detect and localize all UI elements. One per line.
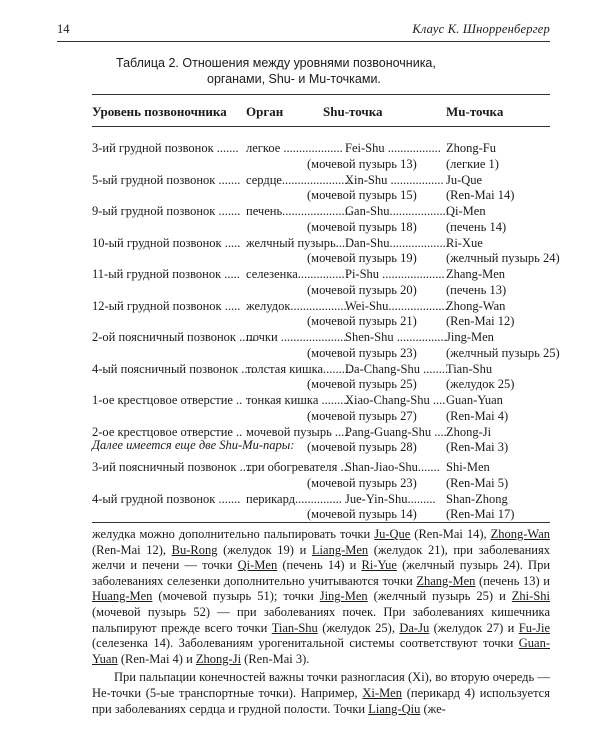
cell-shu: Xin-Shu ................. xyxy=(345,172,444,187)
cell-organ: мочевой пузырь ..... xyxy=(246,424,351,439)
point-name: Guan-Yuan xyxy=(92,636,550,666)
point-name: Ju-Que xyxy=(374,527,411,541)
text-run: (желчный пузырь 24). При заболеваниях селезенки дополнительно учитываются точки xyxy=(92,558,551,588)
cell-level: 2-ой поясничный позвонок ..... xyxy=(92,330,255,344)
cell-mu: Ju-Que xyxy=(446,172,483,187)
cell-mu-detail: (Ren-Mai 3) xyxy=(446,440,509,454)
text-run: (желудок 21), при заболеваниях желчи и печени — точки xyxy=(92,542,550,573)
caption-line-2: органами, Shu- и Mu-точками. xyxy=(207,72,381,86)
text-run: (мочевой пузырь 52) — при заболеваниях почек. При заболеваниях кишечника пальпируют прежде всего точки xyxy=(92,604,550,635)
cell-shu: Xiao-Chang-Shu .... xyxy=(345,393,446,407)
cell-shu: Pi-Shu .................... xyxy=(345,267,445,281)
cell-mu-detail: (Ren-Mai 12) xyxy=(446,314,515,328)
point-name: Tian-Shu xyxy=(271,620,318,635)
cell-shu: Gan-Shu................... xyxy=(345,204,449,218)
cell-mu-detail: (Ren-Mai 17) xyxy=(446,507,515,521)
cell-shu: Dan-Shu................... xyxy=(345,235,449,250)
cell-shu-detail: (мочевой пузырь 19) xyxy=(307,251,417,265)
point-name: Huang-Men xyxy=(92,589,153,604)
header-rule xyxy=(57,41,550,42)
text-run: желудка можно дополнительно пальпировать точки xyxy=(92,527,375,541)
cell-organ: легкое ................... xyxy=(246,141,343,155)
cell-shu-detail: (мочевой пузырь 23) xyxy=(307,475,417,490)
cell-shu: Pang-Guang-Shu .... xyxy=(345,424,447,439)
cell-mu-detail: (Ren-Mai 4) xyxy=(446,408,509,423)
cell-shu: Shen-Shu ................ xyxy=(345,330,447,344)
cell-mu: Qi-Men xyxy=(446,204,486,218)
cell-level: 3-ий грудной позвонок ....... xyxy=(92,141,239,155)
table-header-rule xyxy=(92,126,550,127)
cell-organ: печень...................... xyxy=(246,204,351,218)
column-header-level: Уровень позвоночника xyxy=(92,104,227,119)
text-run: (мочевой пузырь 51); точки xyxy=(152,589,320,604)
text-run: При пальпации конечностей важны точки разногласия (Xi), во вторую очередь — Не-точки (5-ые транспортные точки). Например, xyxy=(92,670,550,700)
text-run: (желудок 25), xyxy=(317,620,400,635)
cell-organ: сердце...................... xyxy=(246,172,351,187)
cell-shu-detail: (мочевой пузырь 15) xyxy=(307,188,417,202)
table-caption xyxy=(116,55,546,87)
cell-organ: перикард............... xyxy=(246,491,342,506)
text-run: (селезенка 14). Заболеваниям урогенитальной системы соответствуют точки xyxy=(92,636,519,651)
cell-mu: Guan-Yuan xyxy=(446,393,503,407)
cell-mu: Tian-Shu xyxy=(446,361,493,376)
body-paragraph-2 xyxy=(92,670,550,717)
text-run: (же- xyxy=(420,701,446,716)
cell-level: 2-ое крестцовое отверстие .. xyxy=(92,424,243,439)
cell-mu: Shan-Zhong xyxy=(446,491,508,506)
point-name: Zhi-Shi xyxy=(511,589,550,604)
cell-shu: Fei-Shu ................. xyxy=(345,141,441,155)
cell-shu: Jue-Yin-Shu......... xyxy=(345,491,436,506)
table-top-rule xyxy=(92,94,550,95)
running-title: Клаус К. Шнорренбергер xyxy=(412,22,550,36)
cell-mu-detail: (Ren-Mai 14) xyxy=(446,188,515,202)
cell-organ: три обогревателя .. xyxy=(246,460,347,474)
text-run: (желчный пузырь 25) и xyxy=(367,589,512,604)
point-name: Jing-Men xyxy=(319,589,368,604)
cell-level: 1-ое крестцовое отверстие .. xyxy=(92,393,243,407)
point-name: Liang-Men xyxy=(311,542,369,557)
cell-mu-detail: (желчный пузырь 25) xyxy=(446,345,560,360)
cell-level: 4-ый поясничный позвонок .... xyxy=(92,361,254,376)
page-header xyxy=(57,22,550,40)
cell-level: 11-ый грудной позвонок ..... xyxy=(92,267,240,281)
cell-mu-detail: (печень 13) xyxy=(446,282,507,297)
table-note: Далее имеется еще две Shu-Mu-пары: xyxy=(92,438,295,452)
cell-organ: тонкая кишка ......... xyxy=(246,393,350,407)
cell-mu-detail: (желчный пузырь 24) xyxy=(446,251,560,265)
cell-mu-detail: (желудок 25) xyxy=(446,377,515,391)
cell-organ: почки ..................... xyxy=(246,330,347,344)
cell-shu-detail: (мочевой пузырь 25) xyxy=(307,377,417,391)
text-run: (Ren-Mai 12), xyxy=(92,542,172,557)
cell-shu-detail: (мочевой пузырь 20) xyxy=(307,282,417,297)
cell-mu-detail: (Ren-Mai 5) xyxy=(446,475,509,490)
cell-mu: Zhong-Fu xyxy=(446,141,496,155)
body-text xyxy=(92,527,550,717)
cell-level: 12-ый грудной позвонок ..... xyxy=(92,298,241,313)
cell-level: 9-ый грудной позвонок ....... xyxy=(92,204,241,218)
cell-level: 3-ий поясничный позвонок .... xyxy=(92,460,253,474)
caption-line-1: Таблица 2. Отношения между уровнями позвоночника, xyxy=(116,56,436,70)
cell-mu: Shi-Men xyxy=(446,460,490,474)
cell-organ: желчный пузырь... xyxy=(246,235,346,250)
cell-organ: желудок................... xyxy=(246,298,350,313)
body-paragraph-1 xyxy=(92,527,550,667)
point-name: Liang-Qiu xyxy=(368,701,421,716)
point-name: Zhang-Men xyxy=(416,573,476,588)
column-header-shu: Shu-точка xyxy=(323,104,383,119)
cell-shu-detail: (мочевой пузырь 14) xyxy=(307,507,417,521)
text-run: (Ren-Mai 4) и xyxy=(117,651,196,666)
column-header-organ: Орган xyxy=(246,104,284,119)
cell-shu: Wei-Shu................... xyxy=(345,298,448,313)
text-run: (печень 13) и xyxy=(475,573,550,588)
cell-level: 4-ый грудной позвонок ....... xyxy=(92,491,241,506)
cell-mu: Zhong-Ji xyxy=(446,424,492,439)
cell-shu-detail: (мочевой пузырь 27) xyxy=(307,408,417,423)
text-run: (желудок 27) и xyxy=(429,620,519,635)
cell-mu: Zhang-Men xyxy=(446,267,506,281)
point-name: Zhong-Ji xyxy=(195,651,242,666)
cell-shu-detail: (мочевой пузырь 21) xyxy=(307,314,417,328)
cell-mu: Ri-Xue xyxy=(446,235,483,250)
text-run: (перикард 4) используется при заболеваниях сердца и грудной полости. Точки xyxy=(92,685,550,716)
text-run: (Ren-Mai 3). xyxy=(241,651,310,666)
column-header-mu: Mu-точка xyxy=(446,104,504,119)
cell-mu-detail: (легкие 1) xyxy=(446,156,499,171)
page-number: 14 xyxy=(57,22,70,36)
point-name: Qi-Men xyxy=(237,558,278,573)
text-run: (Ren-Mai 14), xyxy=(410,527,491,541)
cell-mu: Jing-Men xyxy=(446,330,494,344)
cell-shu: Shan-Jiao-Shu....... xyxy=(345,460,440,474)
point-name: Zhong-Wan xyxy=(490,527,551,541)
point-name: Bu-Rong xyxy=(171,542,218,557)
cell-level: 10-ый грудной позвонок ..... xyxy=(92,235,241,250)
cell-shu-detail: (мочевой пузырь 18) xyxy=(307,219,417,234)
cell-level: 5-ый грудной позвонок ....... xyxy=(92,172,241,187)
point-name: Xi-Men xyxy=(362,685,402,700)
cell-shu-detail: (мочевой пузырь 23) xyxy=(307,345,417,360)
cell-shu: Da-Chang-Shu ........ xyxy=(345,361,449,376)
point-name: Da-Ju xyxy=(399,620,430,635)
point-name: Fu-Jie xyxy=(518,620,550,635)
cell-mu: Zhong-Wan xyxy=(446,298,506,313)
table-bottom-rule xyxy=(92,522,550,523)
point-name: Ri-Yue xyxy=(361,558,397,573)
cell-shu-detail: (мочевой пузырь 28) xyxy=(307,440,417,454)
text-run: (печень 14) и xyxy=(277,558,362,573)
text-run: (желудок 19) и xyxy=(217,542,312,557)
cell-organ: селезенка............... xyxy=(246,267,345,281)
cell-organ: толстая кишка......... xyxy=(246,361,352,376)
cell-mu-detail: (печень 14) xyxy=(446,219,507,234)
cell-shu-detail: (мочевой пузырь 13) xyxy=(307,156,417,171)
